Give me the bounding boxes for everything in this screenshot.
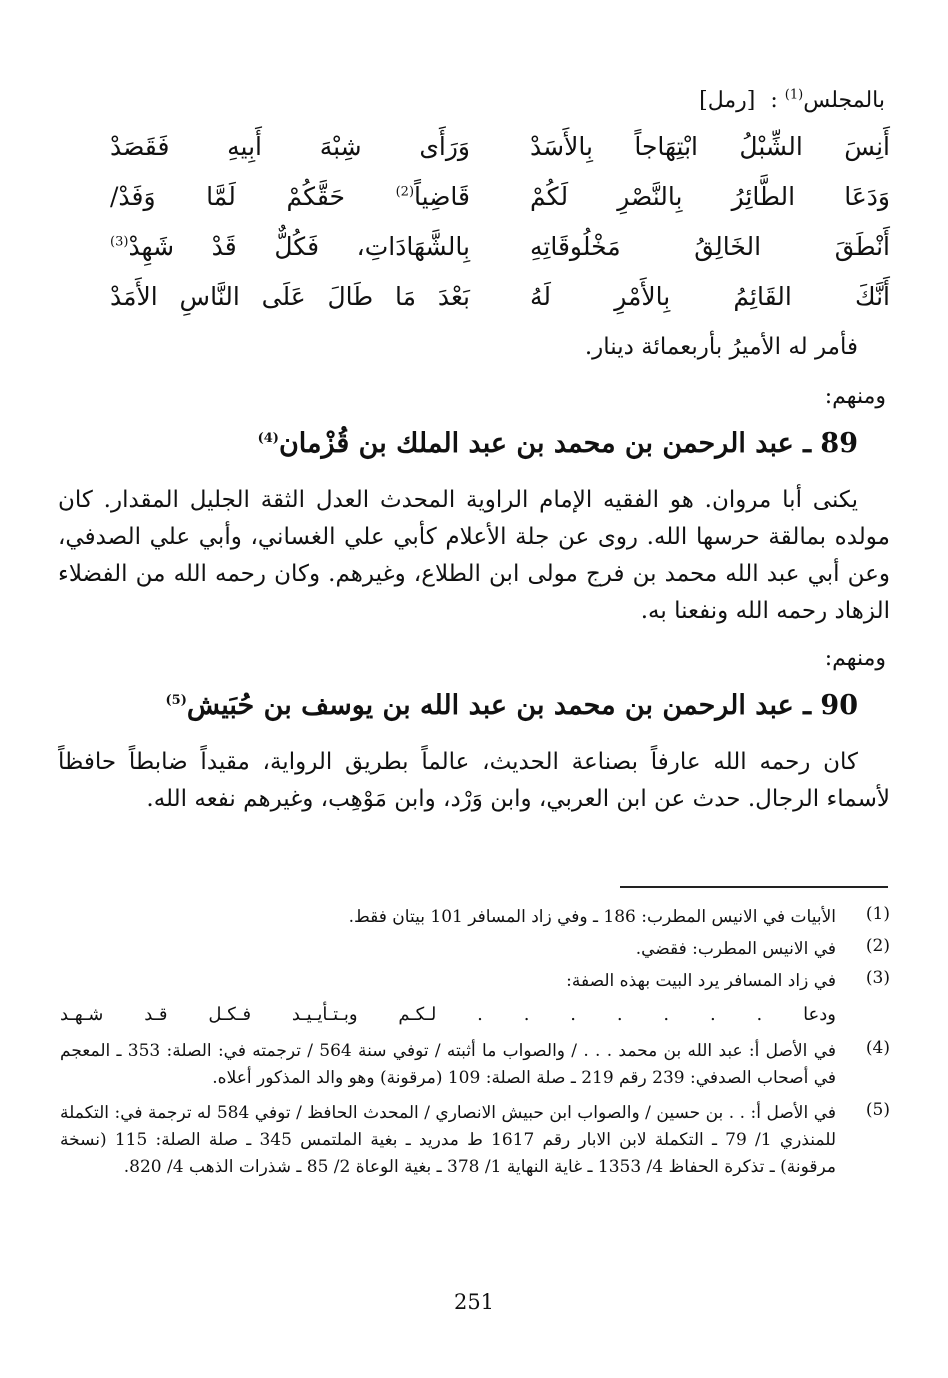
entry-90-heading xyxy=(165,690,858,721)
footnote-2-number: (2) xyxy=(865,936,890,956)
footnote-2-text: في الانيس المطرب: فقضي. xyxy=(635,939,836,959)
verse-3-left xyxy=(110,232,470,261)
footnote-3-text: في زاد المسافر يرد البيت بهذه الصفة: xyxy=(566,971,836,991)
meter-label: [رمل] xyxy=(699,88,756,113)
verse-2-left-a: قَاضِياً xyxy=(414,182,470,211)
entry-89-body: يكنى أبا مروان. هو الفقيه الإمام الراوية المحدث العدل الثقة الجليل المقدار. كان مولده بمالقة حرسها الله. روى عن جلة الأعلام كأبي علي الغساني، وأبي علي الصدفي، وعن أبي عبد الله محمد بن فرج مولى ابن الطلاع، وغيرهم. وكان رحمه الله من الفضلاء الزهاد رحمه الله ونفعنا به. xyxy=(58,487,890,624)
verse-4-left: بَعْدَ مَا طَالَ عَلَى النَّاسِ الأَمَدْ xyxy=(110,282,470,311)
footnote-separator xyxy=(620,886,888,888)
footnote-3-number: (3) xyxy=(865,968,890,988)
wa-minhum-1: ومنهم: xyxy=(824,384,886,409)
footnote-5-text: في الأصل أ: . . بن حسين / والصواب ابن حبيش الانصاري / المحدث الحافظ / توفي 584 له ترجمة في: التكملة للمنذري 1/ 79 ـ التكملة لابن الابار رقم 1617 ط مدريد ـ بغية الملتمس 345 ـ صلة الصلة: 115 (نسخة مرقونة) ـ تذكرة الحفاظ 4/ 1353 ـ غاية النهاية 1/ 378 ـ بغية الوعاة 2/ 85 ـ شذرات الذهب 4/ 820. xyxy=(60,1103,837,1177)
intro-line xyxy=(699,88,885,113)
footnote-1-number: (1) xyxy=(865,904,890,924)
entry-89-footnote-ref: (4) xyxy=(257,431,279,446)
verse-3-right: أَنْطَقَ الخَالِقُ مَخْلُوقَاتِهِ xyxy=(530,232,890,261)
verse-4-right: أَنَّكَ القَائِمُ بِالأَمْرِ لَهُ xyxy=(530,282,890,311)
verse-2-left-b: حَقَّكُمْ لَمَّا وَفَدْ/ xyxy=(110,182,396,211)
intro-text: بالمجلس xyxy=(803,88,885,113)
verse-2-footnote-ref: (2) xyxy=(395,184,415,200)
entry-90-footnote-ref: (5) xyxy=(165,693,187,708)
verse-2-right: وَدَعَا الطَّائِرُ بِالنَّصْرِ لَكُمْ xyxy=(530,182,890,211)
intro-colon: : xyxy=(763,88,785,113)
footnote-4-text: في الأصل أ: عبد الله بن محمد . . . / والصواب ما أثبته / توفي سنة 564 / ترجمته في: الصلة: 353 ـ المعجم في أصحاب الصدفي: 239 رقم 219 ـ صلة الصلة: 109 (مرقونة) وهو والد المذكور أعلاه. xyxy=(60,1041,836,1088)
entry-90-title: 90 ـ عبد الرحمن بن محمد بن عبد الله بن يوسف بن حُبَيش xyxy=(186,690,858,721)
verse-2-left xyxy=(110,182,470,211)
after-verses-text: فأمر له الأميرُ بأربعمائة دينار. xyxy=(584,334,858,360)
entry-89-heading xyxy=(258,428,858,459)
wa-minhum-2: ومنهم: xyxy=(824,646,886,671)
verse-1-left: وَرَأَى شِبْهَ أَبِيهِ فَقَصَدْ xyxy=(110,132,470,161)
footnote-1-text: الأبيات في الانيس المطرب: 186 ـ وفي زاد المسافر 101 بيتان فقط. xyxy=(348,907,836,927)
footnote-4-number: (4) xyxy=(865,1038,890,1058)
intro-footnote-ref: (1) xyxy=(784,87,804,103)
page-number: 251 xyxy=(453,1290,495,1314)
footnote-5-number: (5) xyxy=(865,1100,890,1120)
verse-3-footnote-ref: (3) xyxy=(110,234,129,250)
entry-89-title: 89 ـ عبد الرحمن بن محمد بن عبد الملك بن قُزْمان xyxy=(278,428,858,459)
verse-3-left-text: بِالشَّهَادَاتِ، فَكُلٌّ قَدْ شَهِدْ xyxy=(128,232,470,261)
verse-1-right: أَنِسَ الشِّبْلُ ابْتِهَاجاً بِالأَسَدْ xyxy=(530,132,890,161)
entry-90-body: كان رحمه الله عارفاً بصناعة الحديث، عالماً بطريق الرواية، مقيداً ضابطاً حافظاً لأسماء الرجال. حدث عن ابن العربي، وابن وَرْد، وابن مَوْهِب، وغيرهم نفعه الله. xyxy=(58,749,890,812)
footnote-3-verse: ودعا . . . . . . . لـكـم وبـتـأيـيـد فـكـل قـد شـهـد xyxy=(60,1004,836,1025)
